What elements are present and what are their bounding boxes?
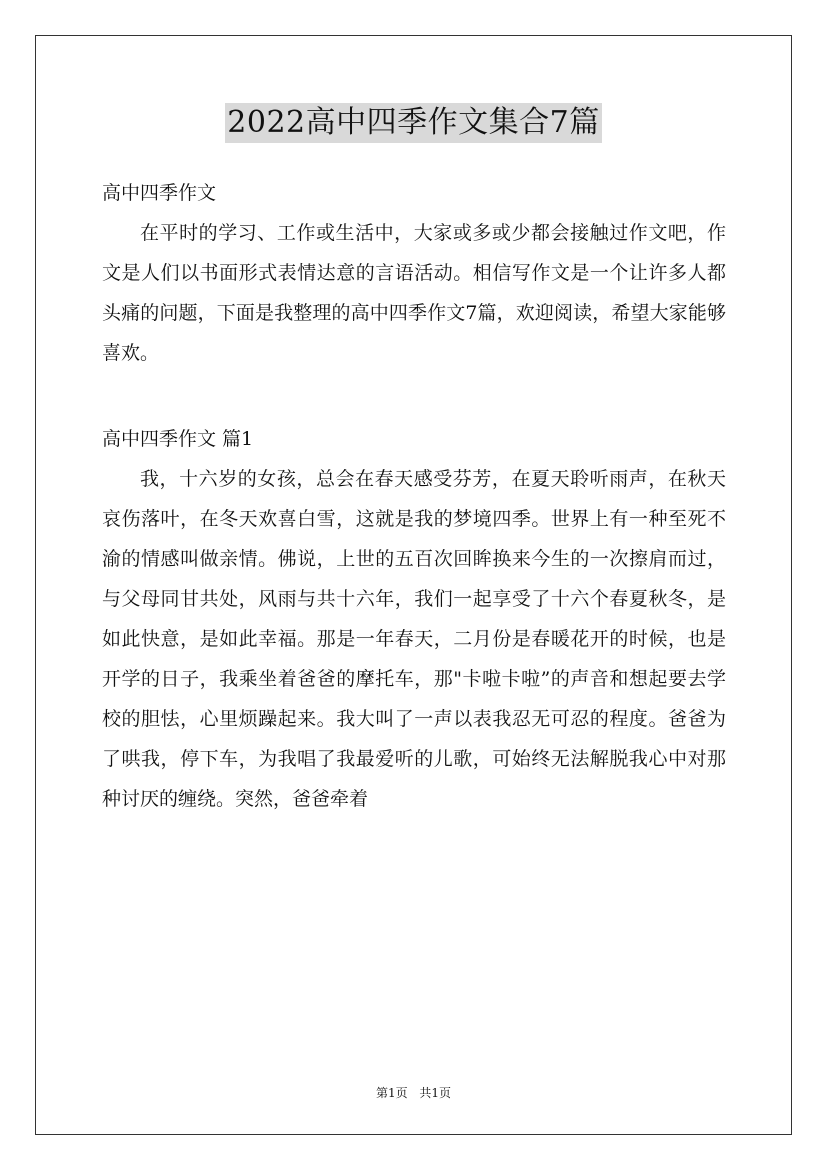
document-body xyxy=(102,173,726,819)
page-footer xyxy=(0,1084,827,1101)
page-number: 第1页 xyxy=(375,1086,408,1100)
document-title xyxy=(0,102,827,143)
paragraph-gap xyxy=(102,373,726,419)
document-title-text: 2022高中四季作文集合7篇 xyxy=(225,103,601,143)
article-heading: 高中四季作文 篇1 xyxy=(102,428,254,450)
page-total: 共1页 xyxy=(419,1086,452,1100)
intro-paragraph: 在平时的学习、工作或生活中，大家或多或少都会接触过作文吧，作文是人们以书面形式表情达意的言语活动。相信写作文是一个让许多人都头痛的问题，下面是我整理的高中四季作文7篇，欢迎阅读，希望大家能够喜欢。 xyxy=(102,222,726,364)
section-heading: 高中四季作文 xyxy=(102,182,217,204)
article-paragraph: 我，十六岁的女孩，总会在春天感受芬芳，在夏天聆听雨声，在秋天哀伤落叶，在冬天欢喜白雪，这就是我的梦境四季。世界上有一种至死不渝的情感叫做亲情。佛说，上世的五百次回眸换来今生的一次擦肩而过，与父母同甘共处，风雨与共十六年，我们一起享受了十六个春夏秋冬，是如此快意，是如此幸福。那是一年春天，二月份是春暖花开的时候，也是开学的日子，我乘坐着爸爸的摩托车，那"卡啦卡啦”的声音和想起要去学校的胆怯，心里烦躁起来。我大叫了一声以表我忍无可忍的程度。爸爸为了哄我，停下车，为我唱了我最爱听的儿歌，可始终无法解脱我心中对那种讨厌的缠绕。突然，爸爸牵着 xyxy=(102,468,726,810)
